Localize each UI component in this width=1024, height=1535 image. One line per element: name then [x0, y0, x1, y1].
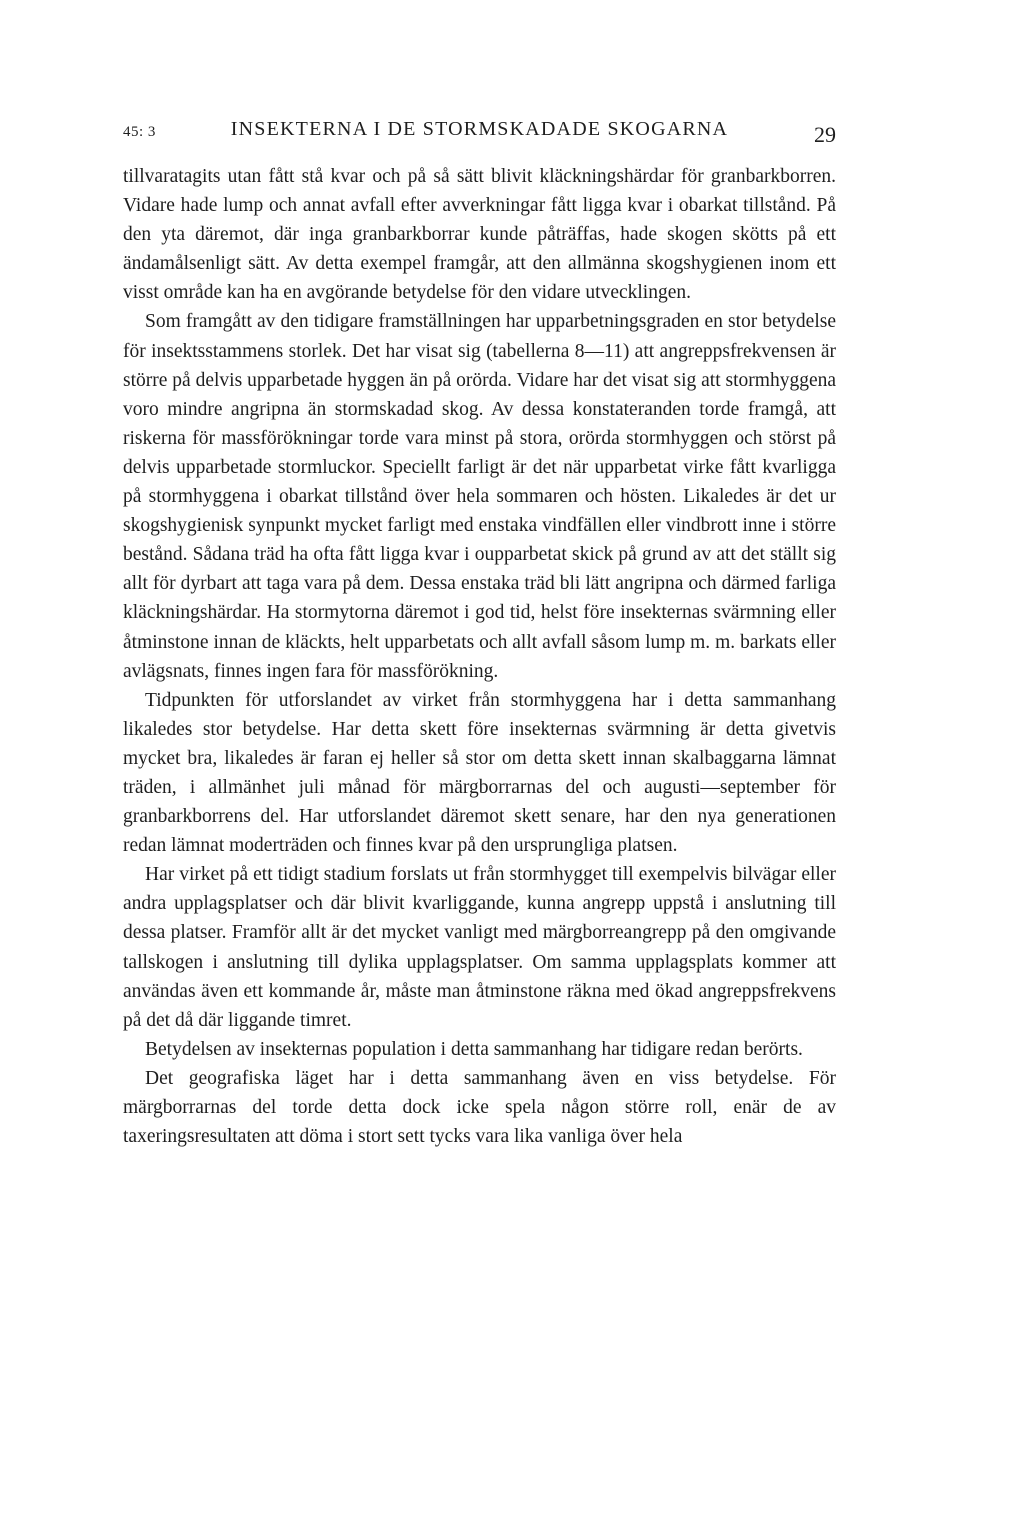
- page-number: 29: [814, 122, 836, 147]
- paragraph: Som framgått av den tidigare framställningen har upparbetningsgraden en stor betydelse för insektsstammens storlek. Det har visat sig (tabellerna 8—11) att angreppsfrekvensen är större på delvis upparbetade hyggen än på orörda. Vidare har det visat sig att stormhyggena voro mindre angripna än stormskadad skog. Av dessa konstateranden torde framgå, att riskerna för massförökningar torde vara minst på stora, orörda stormhyggen och störst på delvis upparbetade stormluckor. Speciellt farligt är det när upparbetat virke fått kvarligga på stormhyggena i obarkat tillstånd över hela sommaren och hösten. Likaledes är det ur skogshygienisk synpunkt mycket farligt med enstaka vindfällen eller vindbrott inne i större bestånd. Sådana träd ha ofta fått ligga kvar i oupparbetat skick på grund av att det ställt sig allt för dyrbart att taga vara på dem. Dessa enstaka träd bli lätt angripna och därmed farliga kläckningshärdar. Ha stormytorna däremot i god tid, helst före insekternas svärmning eller åtminstone innan de kläckts, helt upparbetats och allt avfall såsom lump m. m. barkats eller avlägsnats, finnes ingen fara för massförökning.: [123, 311, 836, 682]
- paragraph-continued: tillvaratagits utan fått stå kvar och på så sätt blivit kläckningshärdar för granbarkborren. Vidare hade lump och annat avfall efter avverkningar fått ligga kvar i obarkat tillstånd. På den yta däremot, där inga granbarkborrar kunde påträffas, hade skogen skötts på ett ändamålsenligt sätt. Av detta exempel framgår, att den allmänna skogshygienen inom ett visst område kan ha en avgörande betydelse för den vidare utvecklingen.: [123, 166, 836, 304]
- section-number: 45: 3: [123, 124, 156, 140]
- paragraph: Har virket på ett tidigt stadium forslats ut från stormhygget till exempelvis bilvägar eller andra upplagsplatser och där blivit kvarliggande, kunna angrepp uppstå i anslutning till dessa platser. Framför allt är det mycket vanligt med märgborreangrepp på den omgivande tallskogen i anslutning till dylika upplagsplatser. Om samma upplagsplats kommer att användas även ett kommande år, måste man åtminstone räkna med ökad angreppsfrekvens på det då där liggande timret.: [123, 864, 836, 1031]
- body-text: [123, 162, 836, 1151]
- paragraph: Betydelsen av insekternas population i detta sammanhang har tidigare redan berörts.: [145, 1038, 803, 1060]
- running-title: INSEKTERNA I DE STORMSKADADE SKOGARNA: [230, 118, 729, 140]
- paragraph: Det geografiska läget har i detta sammanhang även en viss betydelse. För märgborrarnas del torde detta dock icke spela någon större roll, enär de av taxeringsresultaten att döma i stort sett tycks vara lika vanliga över hela: [123, 1067, 836, 1148]
- running-header: [123, 116, 836, 150]
- paragraph: Tidpunkten för utforslandet av virket från stormhyggena har i detta sammanhang likaledes stor betydelse. Har detta skett före insekternas svärmning är detta givetvis mycket bra, likaledes är faran ej heller så stor om detta skett innan skalbaggarna lämnat träden, i allmänhet juli månad för märgborrarnas del och augusti—september för granbarkborrens del. Har utforslandet däremot skett senare, har den nya generationen redan lämnat moderträden och finnes kvar på den ursprungliga platsen.: [123, 689, 836, 857]
